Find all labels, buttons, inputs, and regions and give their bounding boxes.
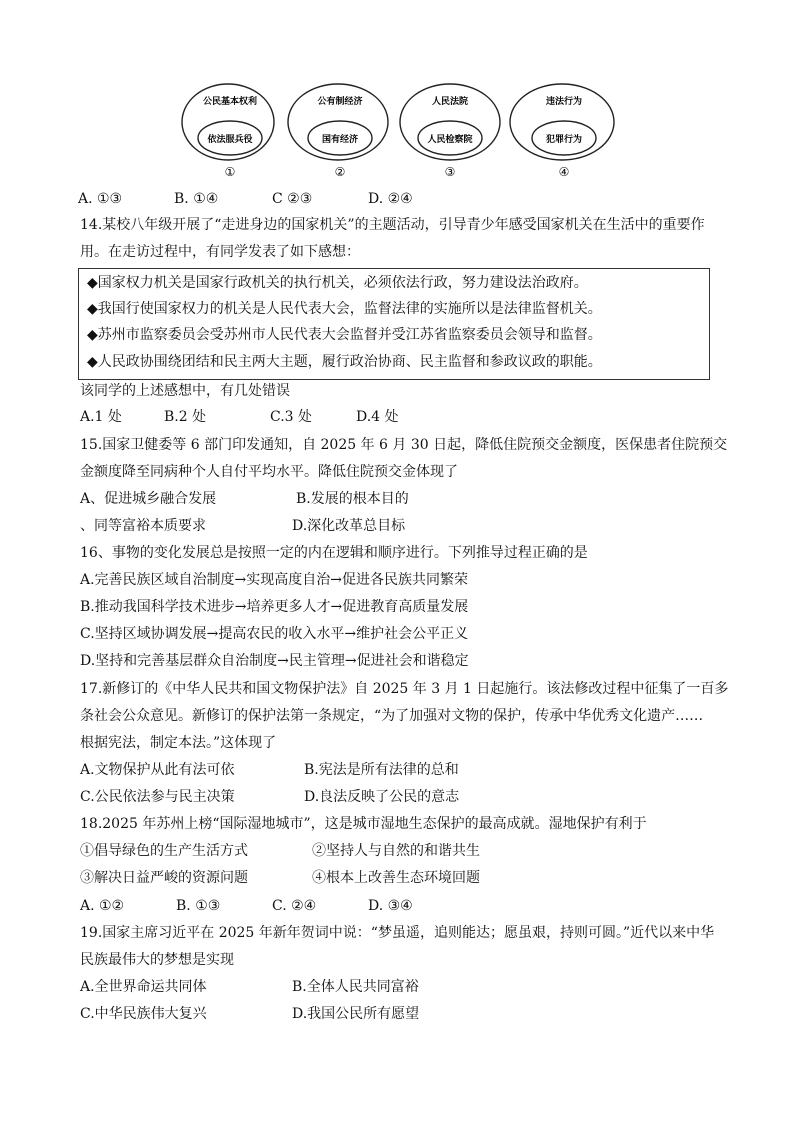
q19-stem-line-1: 19.国家主席习近平在 2025 年新年贺词中说：“梦虽遥，追则能达；愿虽艰，持则可圆。”近代以来中华 (80, 925, 715, 941)
q16-option-c[interactable]: C.坚持区域协调发展→提高农民的收入水平→维护社会公平正义 (80, 626, 469, 642)
q17-option-b[interactable]: B.宪法是所有法律的总和 (304, 762, 459, 778)
q17-stem-line-1: 17.新修订的《中华人民共和国文物保护法》自 2025 年 3 月 1 日起施行。该法修改过程中征集了一百多 (80, 681, 729, 697)
q18-option-b[interactable]: B. ①③ (176, 898, 221, 914)
q19-option-b[interactable]: B.全体人民共同富裕 (292, 979, 419, 995)
q18-option-d[interactable]: D. ③④ (368, 898, 413, 914)
diagram-inner-label-3: 人民检察院 (427, 135, 473, 145)
diagram-inner-label-4: 犯罪行为 (545, 135, 583, 145)
diagram-inner-label-1: 依法服兵役 (207, 135, 253, 145)
q14-option-c[interactable]: C.3 处 (270, 409, 313, 425)
diagram-outer-label-4: 违法行为 (545, 97, 583, 107)
q14-box-item-4: ◆人民政协围绕团结和民主两大主题，履行政治协商、民主监督和参政议政的职能。 (87, 354, 602, 370)
q13-option-d[interactable]: D. ②④ (368, 191, 413, 207)
q15-option-a[interactable]: A、促进城乡融合发展 (80, 491, 217, 507)
diagram-outer-label-3: 人民法院 (431, 97, 469, 107)
diagram-group-4 (510, 84, 614, 179)
q19-stem-line-2: 民族最伟大的梦想是实现 (80, 952, 234, 968)
q13-option-a[interactable]: A. ①③ (78, 191, 123, 207)
q17-option-c[interactable]: C.公民依法参与民主决策 (80, 789, 235, 805)
q16-option-d[interactable]: D.坚持和完善基层群众自治制度→民主管理→促进社会和谐稳定 (80, 653, 469, 669)
q18-option-c[interactable]: C. ②④ (272, 898, 317, 914)
q14-box-item-3: ◆苏州市监察委员会受苏州市人民代表大会监督并受江苏省监察委员会领导和监督。 (87, 327, 602, 343)
diagram-group-1 (182, 84, 274, 179)
q15-option-c[interactable]: 、同等富裕本质要求 (80, 518, 206, 534)
q19-option-a[interactable]: A.全世界命运共同体 (80, 979, 207, 995)
q18-stem: 18.2025 年苏州上榜“国际湿地城市”，这是城市湿地生态保护的最高成就。湿地保护有利于 (80, 816, 647, 832)
q16-stem: 16、事物的变化发展总是按照一定的内在逻辑和顺序进行。下列推导过程正确的是 (80, 545, 588, 561)
q16-option-a[interactable]: A.完善民族区域自治制度→实现高度自治→促进各民族共同繁荣 (80, 572, 469, 588)
diagram-inner-label-2: 国有经济 (321, 135, 359, 145)
diagram-number-2: ② (334, 165, 346, 179)
q18-item-2: ②坚持人与自然的和谐共生 (312, 843, 480, 859)
diagram-group-3 (400, 84, 500, 179)
q18-option-a[interactable]: A. ①② (80, 898, 125, 914)
q14-option-d[interactable]: D.4 处 (356, 409, 399, 425)
q19-option-c[interactable]: C.中华民族伟大复兴 (80, 1006, 207, 1022)
q15-stem-line-1: 15.国家卫健委等 6 部门印发通知，自 2025 年 6 月 30 日起，降低住院预交金额度，医保患者住院预交 (80, 437, 728, 453)
q15-option-d[interactable]: D.深化改革总目标 (292, 518, 406, 534)
q18-item-4: ④根本上改善生态环境回题 (312, 870, 480, 886)
diagram-number-1: ① (224, 165, 236, 179)
q15-stem-line-2: 金额度降至同病种个人自付平均水平。降低住院预交金体现了 (80, 464, 458, 480)
q14-stem-line-2: 用。在走访过程中，有同学发表了如下感想： (80, 244, 360, 260)
diagram-group-2 (288, 84, 388, 179)
q14-option-b[interactable]: B.2 处 (164, 409, 207, 425)
q14-box-item-2: ◆我国行使国家权力的机关是人民代表大会，监督法律的实施所以是法律监督机关。 (87, 301, 602, 317)
q14-option-a[interactable]: A.1 处 (80, 409, 122, 425)
q13-option-b[interactable]: B. ①④ (174, 191, 219, 207)
q14-question: 该同学的上述感想中，有几处错误 (80, 383, 290, 399)
q16-option-b[interactable]: B.推动我国科学技术进步→培养更多人才→促进教育高质量发展 (80, 599, 469, 615)
concept-diagram (180, 80, 640, 180)
q17-option-a[interactable]: A.文物保护从此有法可依 (80, 762, 235, 778)
q18-item-3: ③解决日益严峻的资源问题 (80, 870, 248, 886)
q19-option-d[interactable]: D.我国公民所有愿望 (292, 1006, 420, 1022)
diagram-number-3: ③ (444, 165, 456, 179)
q14-quote-box (78, 268, 710, 380)
diagram-number-4: ④ (558, 165, 570, 179)
q18-item-1: ①倡导绿色的生产生活方式 (80, 843, 248, 859)
q17-stem-line-2: 条社会公众意见。新修订的保护法第一条规定，“为了加强对文物的保护，传承中华优秀文化遗产…… (80, 708, 704, 724)
q14-box-item-1: ◆国家权力机关是国家行政机关的执行机关，必须依法行政，努力建设法治政府。 (87, 275, 588, 291)
q17-stem-line-3: 根据宪法，制定本法。”这体现了 (80, 735, 277, 751)
q14-stem-line-1: 14.某校八年级开展了“走进身边的国家机关”的主题活动，引导青少年感受国家机关在生活中的重要作 (80, 217, 705, 233)
q13-option-c[interactable]: C ②③ (272, 191, 313, 207)
diagram-outer-label-2: 公有制经济 (317, 97, 363, 107)
q15-option-b[interactable]: B.发展的根本目的 (296, 491, 409, 507)
diagram-outer-label-1: 公民基本权利 (202, 97, 258, 107)
q17-option-d[interactable]: D.良法反映了公民的意志 (304, 789, 460, 805)
